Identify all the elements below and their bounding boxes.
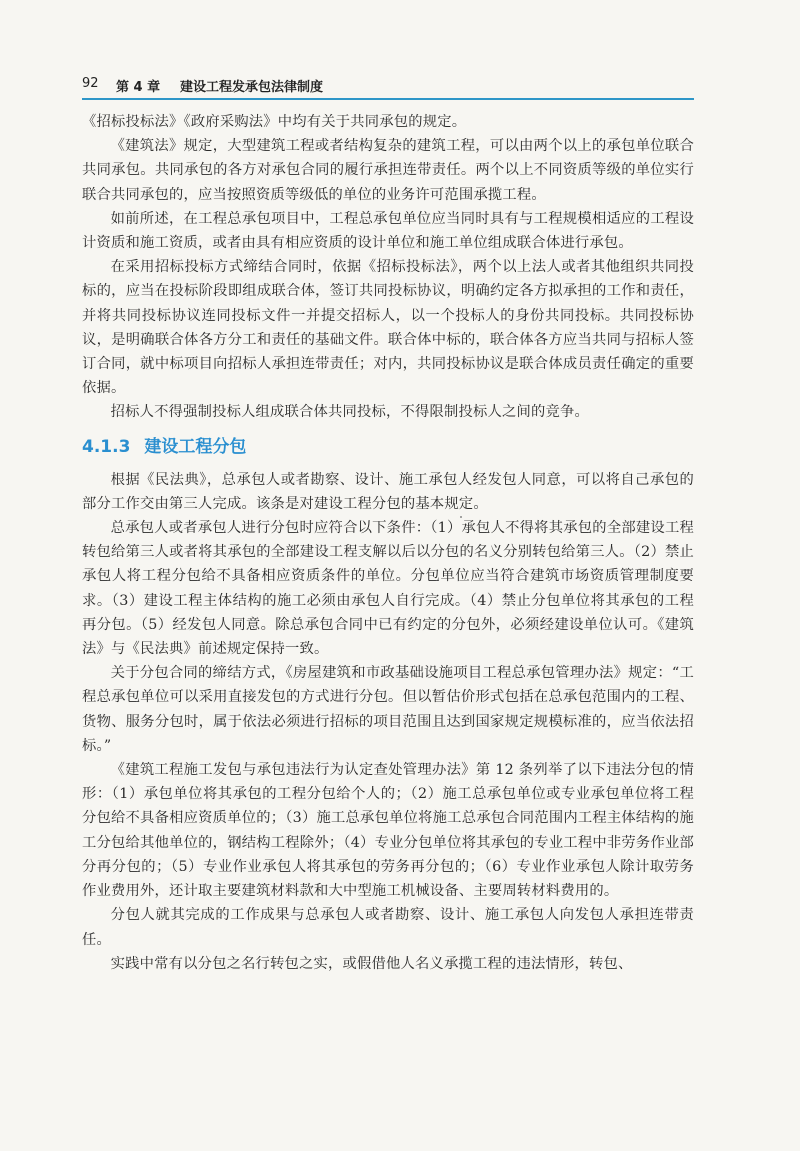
paragraph: 实践中常有以分包之名行转包之实，或假借他人名义承揽工程的违法情形，转包、	[110, 955, 633, 972]
section-heading	[82, 434, 694, 460]
paragraph: 招标人不得强制投标人组成联合体共同投标，不得限制投标人之间的竞争。	[110, 404, 589, 421]
section-title: 建设工程分包	[144, 436, 247, 457]
chapter-label: 第 4 章	[116, 80, 161, 95]
page-body	[82, 110, 694, 976]
paragraph: 《招标投标法》《政府采购法》中均有关于共同承包的规定。	[82, 114, 467, 130]
paragraph: 分包人就其完成的工作成果与总承包人或者勘察、设计、施工承包人向发包人承担连带责任。	[82, 907, 694, 948]
paragraph: 关于分包合同的缔结方式，《房屋建筑和市政基础设施项目工程总承包管理办法》规定：“工程总承包单位可以采用直接发包的方式进行分包。但以暂估价形式包括在总承包范围内的工程、货物、服务分包时，属于依法必须进行招标的项目范围且达到国家规定规模标准的，应当依法招标。”	[82, 665, 694, 754]
paragraph: 在采用招标投标方式缔结合同时，依据《招标投标法》，两个以上法人或者其他组织共同投标的，应当在投标阶段即组成联合体，签订共同投标协议，明确约定各方拟承担的工作和责任，并将共同投标协议连同投标文件一并提交招标人，以一个投标人的身份共同投标。共同投标协议，是明确联合体各方分工和责任的基础文件。联合体中标的，联合体各方应当共同与招标人签订合同，就中标项目向招标人承担连带责任；对内，共同投标协议是联合体成员责任确定的重要依据。	[82, 259, 694, 397]
paragraph: 总承包人或者承包人进行分包时应符合以下条件：（1）承包人不得将其承包的全部建设工程转包给第三人或者将其承包的全部建设工程支解以后以分包的名义分别转包给第三人。（2）禁止承包人将工程分包给不具备相应资质条件的单位。分包单位应当符合建筑市场资质管理制度要求。（3）建设工程主体结构的施工必须由承包人自行完成。（4）禁止分包单位将其承包的工程再分包。（5）经发包人同意。除总承包合同中已有约定的分包外，必须经建设单位认可。《建筑法》与《民法典》前述规定保持一致。	[82, 520, 694, 658]
paragraph: 《建筑法》规定，大型建筑工程或者结构复杂的建筑工程，可以由两个以上的承包单位联合共同承包。共同承包的各方对承包合同的履行承担连带责任。两个以上不同资质等级的单位实行联合共同承包的，应当按照资质等级低的单位的业务许可范围承揽工程。	[82, 138, 694, 203]
running-header	[82, 76, 694, 100]
page-number: 92	[82, 76, 99, 91]
paragraph: 如前所述，在工程总承包项目中，工程总承包单位应当同时具有与工程规模相适应的工程设计资质和施工资质，或者由具有相应资质的设计单位和施工单位组成联合体进行承包。	[82, 210, 694, 252]
section-number: 4.1.3	[82, 436, 131, 457]
chapter-title: 建设工程发承包法律制度	[180, 80, 324, 95]
paragraph: 《建筑工程施工发包与承包违法行为认定查处管理办法》第 12 条列举了以下违法分包的情形：（1）承包单位将其承包的工程分包给个人的；（2）施工总承包单位或专业承包单位将工程分包给不具备相应资质单位的；（3）施工总承包单位将施工总承包合同范围内工程主体结构的施工分包给其他单位的，钢结构工程除外；（4）专业分包单位将其承包的专业工程中非劳务作业部分再分包的；（5）专业作业承包人将其承包的劳务再分包的；（6）专业作业承包人除计取劳务作业费用外，还计取主要建筑材料款和大中型施工机械设备、主要周转材料费用的。	[82, 762, 694, 900]
scan-speck	[460, 516, 462, 518]
paragraph: 根据《民法典》，总承包人或者勘察、设计、施工承包人经发包人同意，可以将自己承包的部分工作交由第三人完成。该条是对建设工程分包的基本规定。	[82, 471, 694, 512]
